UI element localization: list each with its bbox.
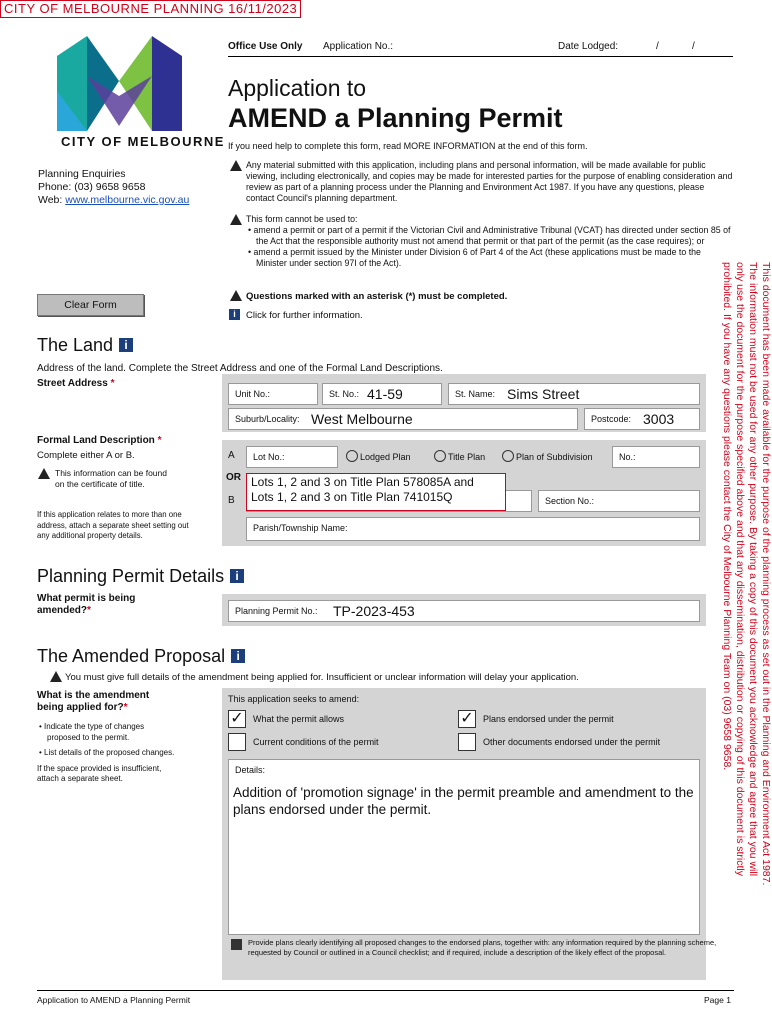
details-field[interactable] [228,759,700,935]
proposal-heading-text: The Amended Proposal [37,646,226,666]
disclaimer-line-4: prohibited. If you have any questions please contact the City of Melbourne Planning Team on (03) 9658 9658. [721,262,733,771]
permit-allows-label: What the permit allows [253,714,345,724]
section-no-label: Section No.: [545,496,595,506]
application-no-label: Application No.: [323,41,394,52]
suburb-field[interactable] [228,408,578,430]
clear-form-button[interactable]: Clear Form [37,294,144,316]
suburb-value: West Melbourne [311,411,413,427]
radio-circle[interactable] [502,450,514,462]
postcode-value: 3003 [643,411,675,427]
lodged-plan-radio[interactable] [346,450,411,462]
suburb-label: Suburb/Locality: [235,414,300,424]
web-label: Web: [38,194,66,206]
permit-question-text: What permit is being amended? [37,593,136,616]
current-conditions-label: Current conditions of the permit [253,737,379,747]
warning-icon [230,214,242,225]
street-name-label: St. Name: [455,389,496,399]
amendment-guidance: • Indicate the type of changes proposed to the permit. • List details of the proposed changes. If the space provided is insufficient, attach a separate sheet. [37,722,177,785]
click-info-text: Click for further information. [246,310,363,321]
plan-no-label: No.: [619,452,636,462]
restriction-item: amend a permit issued by the Minister under Division 6 of Part 4 of the Act (these applications must be made to the Minister under section 97I of the Act). [253,247,701,268]
option-a-label: A [228,450,235,461]
plans-note: Provide plans clearly identifying all proposed changes to the endorsed plans, together with: any information required by the planning scheme, requested by Council or outlined in a Council checklist; and if required, include a description of the likely effect of the proposal. [248,938,717,957]
required-asterisk: * [87,605,91,616]
warning-icon [50,671,62,682]
received-stamp: CITY OF MELBOURNE PLANNING 16/11/2023 [0,0,301,18]
other-documents-label: Other documents endorsed under the permit [483,737,661,747]
info-icon[interactable]: i [229,309,240,320]
formal-land-sub: Complete either A or B. [37,450,135,461]
land-heading [37,335,133,356]
permit-details-heading [37,566,244,587]
logo-wordmark: CITY OF MELBOURNE [61,134,225,149]
seeks-label: This application seeks to amend: [228,694,360,704]
checkbox-permit-allows[interactable]: ✓ [228,710,246,728]
required-asterisk: * [157,435,162,446]
footer-title: Application to AMEND a Planning Permit [37,995,191,1005]
guidance-item: List details of the proposed changes. [44,748,175,757]
parish-township-field[interactable] [246,517,700,541]
guidance-item: Indicate the type of changes proposed to the permit. [44,722,145,742]
warning-icon [230,160,242,171]
permit-question [37,593,157,617]
lot-no-label: Lot No.: [253,452,285,462]
plan-of-subdivision-radio[interactable] [502,450,593,462]
website-link[interactable]: www.melbourne.vic.gov.au [65,194,190,206]
parish-township-label: Parish/Township Name: [253,523,348,533]
street-address-label [37,378,114,390]
city-of-melbourne-logo [57,36,182,131]
page-number: Page 1 [704,995,731,1005]
lot-no-field[interactable] [246,446,338,468]
title-line1: Application to [228,75,367,101]
disclaimer-line-2: The information must not be used for any other purpose. By taking a copy of this document you acknowledge and agree that you will [747,262,759,877]
public-viewing-notice: Any material submitted with this application, including plans and personal information, will be made available for public viewing, including electronically, and copies may be made for interested parties for the purpose of enabling consideration and review as part of a planning process under the Planning and Environment Act 1987. If you have any questions, please contact Council's planning department. [246,160,733,203]
plans-endorsed-label: Plans endorsed under the permit [483,714,614,724]
street-name-value: Sims Street [507,386,580,402]
amended-proposal-heading [37,646,245,667]
permit-no-value: TP-2023-453 [333,603,415,619]
multiple-address-note: If this application relates to more than one address, attach a separate sheet setting out any additional property details. [37,510,189,540]
amendment-question-text: What is the amendment being applied for? [37,690,150,713]
planning-enquiries [38,168,189,207]
info-icon[interactable]: i [119,338,133,352]
form-restrictions: This form cannot be used to: • amend a permit or part of a permit if the Victorian Civil and Administrative Tribunal (VCAT) has directed under section 85 of the Act that the responsible authority must not amend that permit or that part of the permit (as the case requires); or • amend a permit issued by the Minister under Division 6 of Part 4 of the Act (these applications must be made to the Minister under section 97I of the Act). [246,214,734,269]
pencil-icon [231,939,242,950]
amendment-question [37,690,162,714]
page-title: AMEND a Planning Permit [228,103,563,133]
disclaimer-line-1: This document has been made available for the purpose of the planning process as set out in the Planning and Environment Act 1987. [760,262,772,886]
permit-no-label: Planning Permit No.: [235,606,318,616]
enquiries-title: Planning Enquiries [38,168,126,180]
certificate-note: This information can be found on the certificate of title. [55,468,167,489]
checkbox-plans-endorsed[interactable]: ✓ [458,710,476,728]
date-lodged-label: Date Lodged: [558,41,619,52]
street-no-value: 41-59 [367,386,403,402]
lodged-plan-label: Lodged Plan [360,452,411,462]
unit-no-label: Unit No.: [235,389,271,399]
lots-line-1: Lots 1, 2 and 3 on Title Plan 578085A and [251,475,474,489]
info-icon[interactable]: i [231,649,245,663]
plan-no-field[interactable] [612,446,700,468]
formal-land-text: Formal Land Description [37,435,155,446]
unit-no-field[interactable] [228,383,318,405]
radio-circle[interactable] [434,450,446,462]
details-value: Addition of 'promotion signage' in the permit preamble and amendment to the plans endorsed under the permit. [233,785,694,817]
proposal-warning: You must give full details of the amendment being applied for. Insufficient or unclear information will delay your application. [65,672,579,683]
enquiries-phone: Phone: (03) 9658 9658 [38,181,146,193]
land-heading-text: The Land [37,335,114,355]
street-name-field[interactable] [448,383,700,405]
street-address-text: Street Address [37,378,108,389]
disclaimer-sidebar [718,262,772,886]
land-intro: Address of the land. Complete the Street Address and one of the Formal Land Descriptions. [37,363,443,374]
lot-description-annotation[interactable] [246,473,506,511]
title-plan-radio[interactable] [434,450,485,462]
street-no-field[interactable] [322,383,442,405]
required-asterisk: * [123,702,128,713]
footer-rule [37,990,734,991]
office-use-bar [228,38,733,57]
help-text: If you need help to complete this form, read MORE INFORMATION at the end of this form. [228,141,588,151]
asterisk-note: Questions marked with an asterisk (*) must be completed. [246,291,508,302]
plan-of-subdivision-label: Plan of Subdivision [516,452,593,462]
or-label: OR [226,472,241,483]
space-note: If the space provided is insufficient, attach a separate sheet. [37,763,162,783]
restriction-item: amend a permit or part of a permit if the Victorian Civil and Administrative Tribunal (VCAT) has directed under section 85 of the Act that the responsible authority must not amend that permit or that part of the permit (as the case requires); or [253,225,731,246]
street-no-label: St. No.: [329,389,360,399]
formal-land-label [37,435,161,447]
checkbox-other-documents[interactable] [458,733,476,751]
restrictions-intro: This form cannot be used to: [246,214,358,224]
required-asterisk: * [110,378,115,389]
postcode-field[interactable] [584,408,700,430]
date-slash-2: / [692,41,695,52]
warning-icon [230,290,242,301]
permit-no-field[interactable] [228,600,700,622]
info-icon[interactable]: i [230,569,244,583]
section-no-field[interactable] [538,490,700,512]
permit-heading-text: Planning Permit Details [37,566,225,586]
date-slash-1: / [656,41,659,52]
title-plan-label: Title Plan [448,452,486,462]
radio-circle[interactable] [346,450,358,462]
option-b-label: B [228,495,235,506]
postcode-label: Postcode: [591,414,632,424]
checkbox-current-conditions[interactable] [228,733,246,751]
warning-icon [38,468,50,479]
office-use-label: Office Use Only [228,41,303,52]
disclaimer-line-3: only use the document for the purpose specified above and that any dissemination, distribution or copying of this document is strictly [734,262,746,877]
lots-line-2: Lots 1, 2 and 3 on Title Plan 741015Q [251,490,453,504]
details-label: Details: [235,765,266,775]
